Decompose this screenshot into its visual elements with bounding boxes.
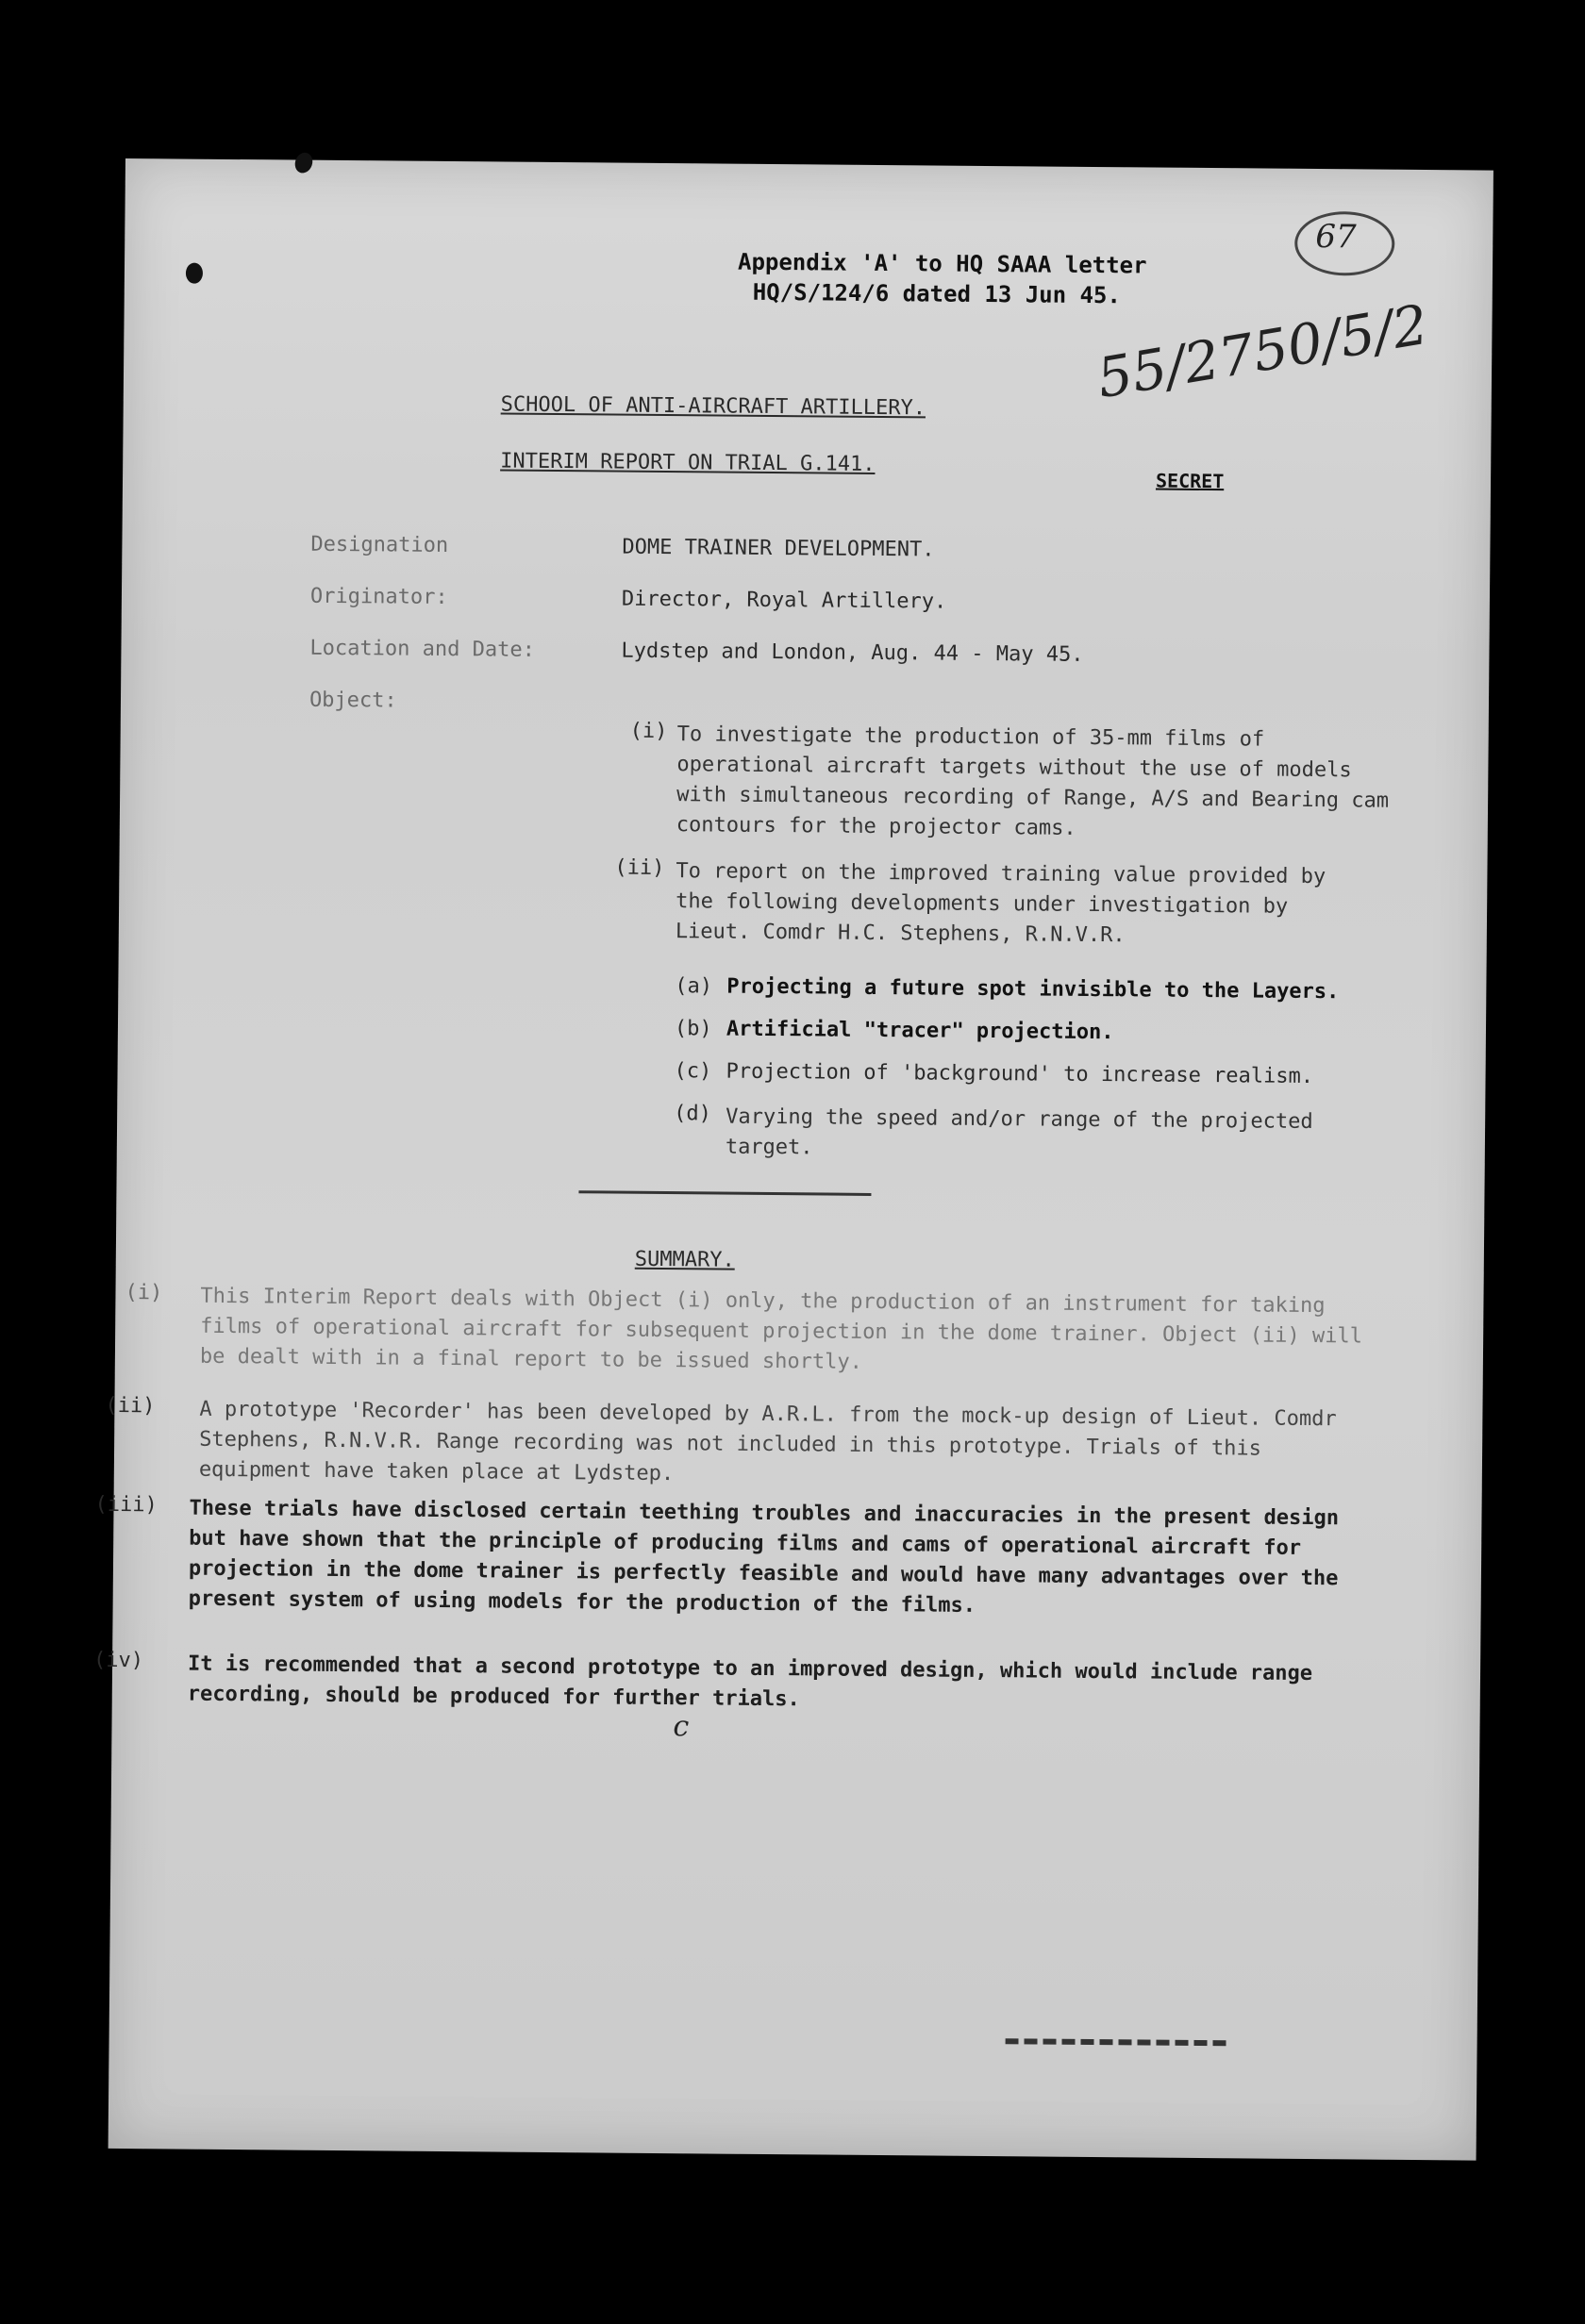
field-value-originator: Director, Royal Artillery. <box>621 587 947 614</box>
summary-paragraph: It is recommended that a second prototype to an improved design, which would include range recording, should be produced for further trials. <box>187 1652 1313 1712</box>
sub-item-number: (c) <box>674 1059 712 1084</box>
summary-paragraph-number: (iii) <box>94 1492 158 1518</box>
sub-item-text: Artificial "tracer" projection. <box>726 1017 1114 1045</box>
summary-heading: SUMMARY. <box>634 1247 735 1272</box>
object-number: (i) <box>629 719 668 744</box>
classification: SECRET <box>1155 469 1225 493</box>
report-title: INTERIM REPORT ON TRIAL G.141. <box>500 449 876 476</box>
handwritten-mark: c <box>673 1710 690 1744</box>
sub-item-text: Projecting a future spot invisible to the Layers. <box>726 974 1340 1004</box>
field-value-designation: DOME TRAINER DEVELOPMENT. <box>622 535 935 562</box>
summary-paragraph: These trials have disclosed certain teething troubles and inaccuracies in the present design but have shown that the principle of producing films and cams of operational aircraft for projection in the dome trainer is perfectly feasible and would have many advantages over the present system of using models for the production of the films. <box>188 1496 1340 1618</box>
sub-item-text: Varying the speed and/or range of the projected target. <box>725 1104 1313 1160</box>
school-title: SCHOOL OF ANTI-AIRCRAFT ARTILLERY. <box>500 392 926 421</box>
sub-item-number: (d) <box>674 1102 712 1126</box>
field-label-location-date: Location and Date: <box>309 636 535 662</box>
document-page <box>92 158 1493 2161</box>
summary-paragraph-number: (iv) <box>92 1648 144 1673</box>
punch-hole <box>292 150 316 175</box>
sub-item-number: (b) <box>674 1017 712 1041</box>
summary-paragraph-number: (i) <box>125 1281 163 1305</box>
summary-paragraph-number: (ii) <box>105 1393 156 1419</box>
summary-paragraph: A prototype 'Recorder' has been developed by A.R.L. from the mock-up design of Lieut. Comdr Stephens, R.N.V.R. Range recording was not included in this prototype. Trials of this equipment have taken place at Lydstep. <box>198 1397 1337 1486</box>
appendix-line: Appendix 'A' to HQ SAAA letter <box>737 248 1147 279</box>
stamp-mark <box>1006 2038 1227 2046</box>
sub-item-number: (a) <box>675 974 713 999</box>
punch-hole <box>186 263 203 284</box>
sub-item-text: Projection of 'background' to increase realism. <box>726 1059 1314 1089</box>
letter-reference: HQ/S/124/6 dated 13 Jun 45. <box>752 278 1122 309</box>
folio-number: 67 <box>1315 218 1357 257</box>
file-reference-handwritten: 55/2750/5/2 <box>1093 291 1433 411</box>
object-text: To report on the improved training value provided by the following developments under investigation by Lieut. Comdr H.C. Stephens, R.N.V.R. <box>675 859 1326 948</box>
field-label-object: Object: <box>309 688 397 713</box>
field-label-designation: Designation <box>310 532 449 558</box>
object-number: (ii) <box>614 855 665 881</box>
divider-rule <box>578 1190 871 1196</box>
summary-paragraph: This Interim Report deals with Object (i) only, the production of an instrument for taking films of operational aircraft for subsequent projection in the dome trainer. Object (ii) will be dealt with in a final report to be issued shortly. <box>199 1284 1363 1374</box>
field-value-location-date: Lydstep and London, Aug. 44 - May 45. <box>621 639 1084 667</box>
field-label-originator: Originator: <box>309 584 448 609</box>
object-text: To investigate the production of 35-mm films of operational aircraft targets without the use of models with simultaneous recording of Range, A/S and Bearing cam contours for the projector cams. <box>676 722 1390 840</box>
